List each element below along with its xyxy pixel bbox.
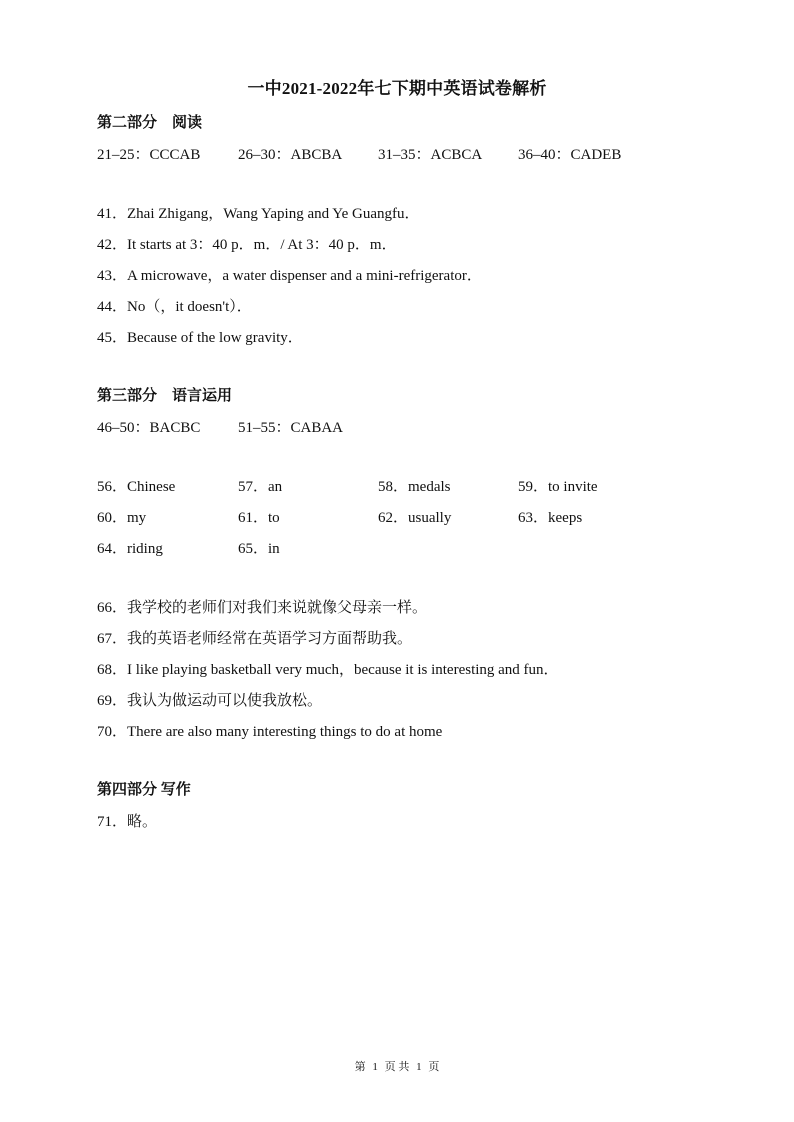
mc-answer: 26–30：ABCBA [238, 147, 343, 163]
translation-line: 67．我的英语老师经常在英语学习方面帮助我。 [97, 631, 413, 647]
footer-suffix: 页 [428, 1061, 440, 1073]
translation-line: 70．There are also many interesting things to do at home [97, 724, 443, 740]
answer-line: 45．Because of the low gravity． [97, 330, 303, 346]
grid-cell: 60．my [97, 510, 147, 526]
grid-cell: 63．keeps [518, 510, 583, 526]
answer-line: 42．It starts at 3：40 p．m．/ At 3：40 p．m． [97, 237, 397, 253]
section-heading-reading: 第二部分 阅读 [97, 115, 203, 131]
writing-answer: 71．略。 [97, 814, 158, 830]
mc-answer: 46–50：BACBC [97, 420, 201, 436]
footer-page-number: 1 [372, 1061, 378, 1073]
translation-line: 69．我认为做运动可以使我放松。 [97, 693, 323, 709]
page-title: 一中2021-2022年七下期中英语试卷解析 [247, 79, 547, 98]
mc-answer: 31–35：ACBCA [378, 147, 483, 163]
footer-prefix: 第 [354, 1061, 366, 1073]
translation-line: 66．我学校的老师们对我们来说就像父母亲一样。 [97, 600, 428, 616]
translation-line: 68．I like playing basketball very much，because it is interesting and fun． [97, 662, 559, 678]
answer-line: 43．A microwave，a water dispenser and a mini-refrigerator． [97, 268, 482, 284]
section-heading-language-use: 第三部分 语言运用 [97, 388, 233, 404]
grid-cell: 58．medals [378, 479, 451, 495]
grid-cell: 65．in [238, 541, 280, 557]
answer-line: 41．Zhai Zhigang，Wang Yaping and Ye Guangfu． [97, 206, 420, 222]
page-footer [0, 1058, 794, 1074]
mc-answer: 36–40：CADEB [518, 147, 622, 163]
grid-cell: 61．to [238, 510, 280, 526]
section-heading-writing: 第四部分 写作 [97, 782, 191, 798]
answer-line: 44．No（，it doesn't）． [97, 299, 252, 315]
footer-total-pages: 1 [416, 1061, 422, 1073]
grid-cell: 57．an [238, 479, 283, 495]
footer-middle: 页 共 [384, 1061, 410, 1073]
grid-cell: 62．usually [378, 510, 452, 526]
grid-cell: 56．Chinese [97, 479, 176, 495]
mc-answer: 21–25：CCCAB [97, 147, 201, 163]
grid-cell: 64．riding [97, 541, 163, 557]
mc-answer: 51–55：CABAA [238, 420, 344, 436]
grid-cell: 59．to invite [518, 479, 598, 495]
